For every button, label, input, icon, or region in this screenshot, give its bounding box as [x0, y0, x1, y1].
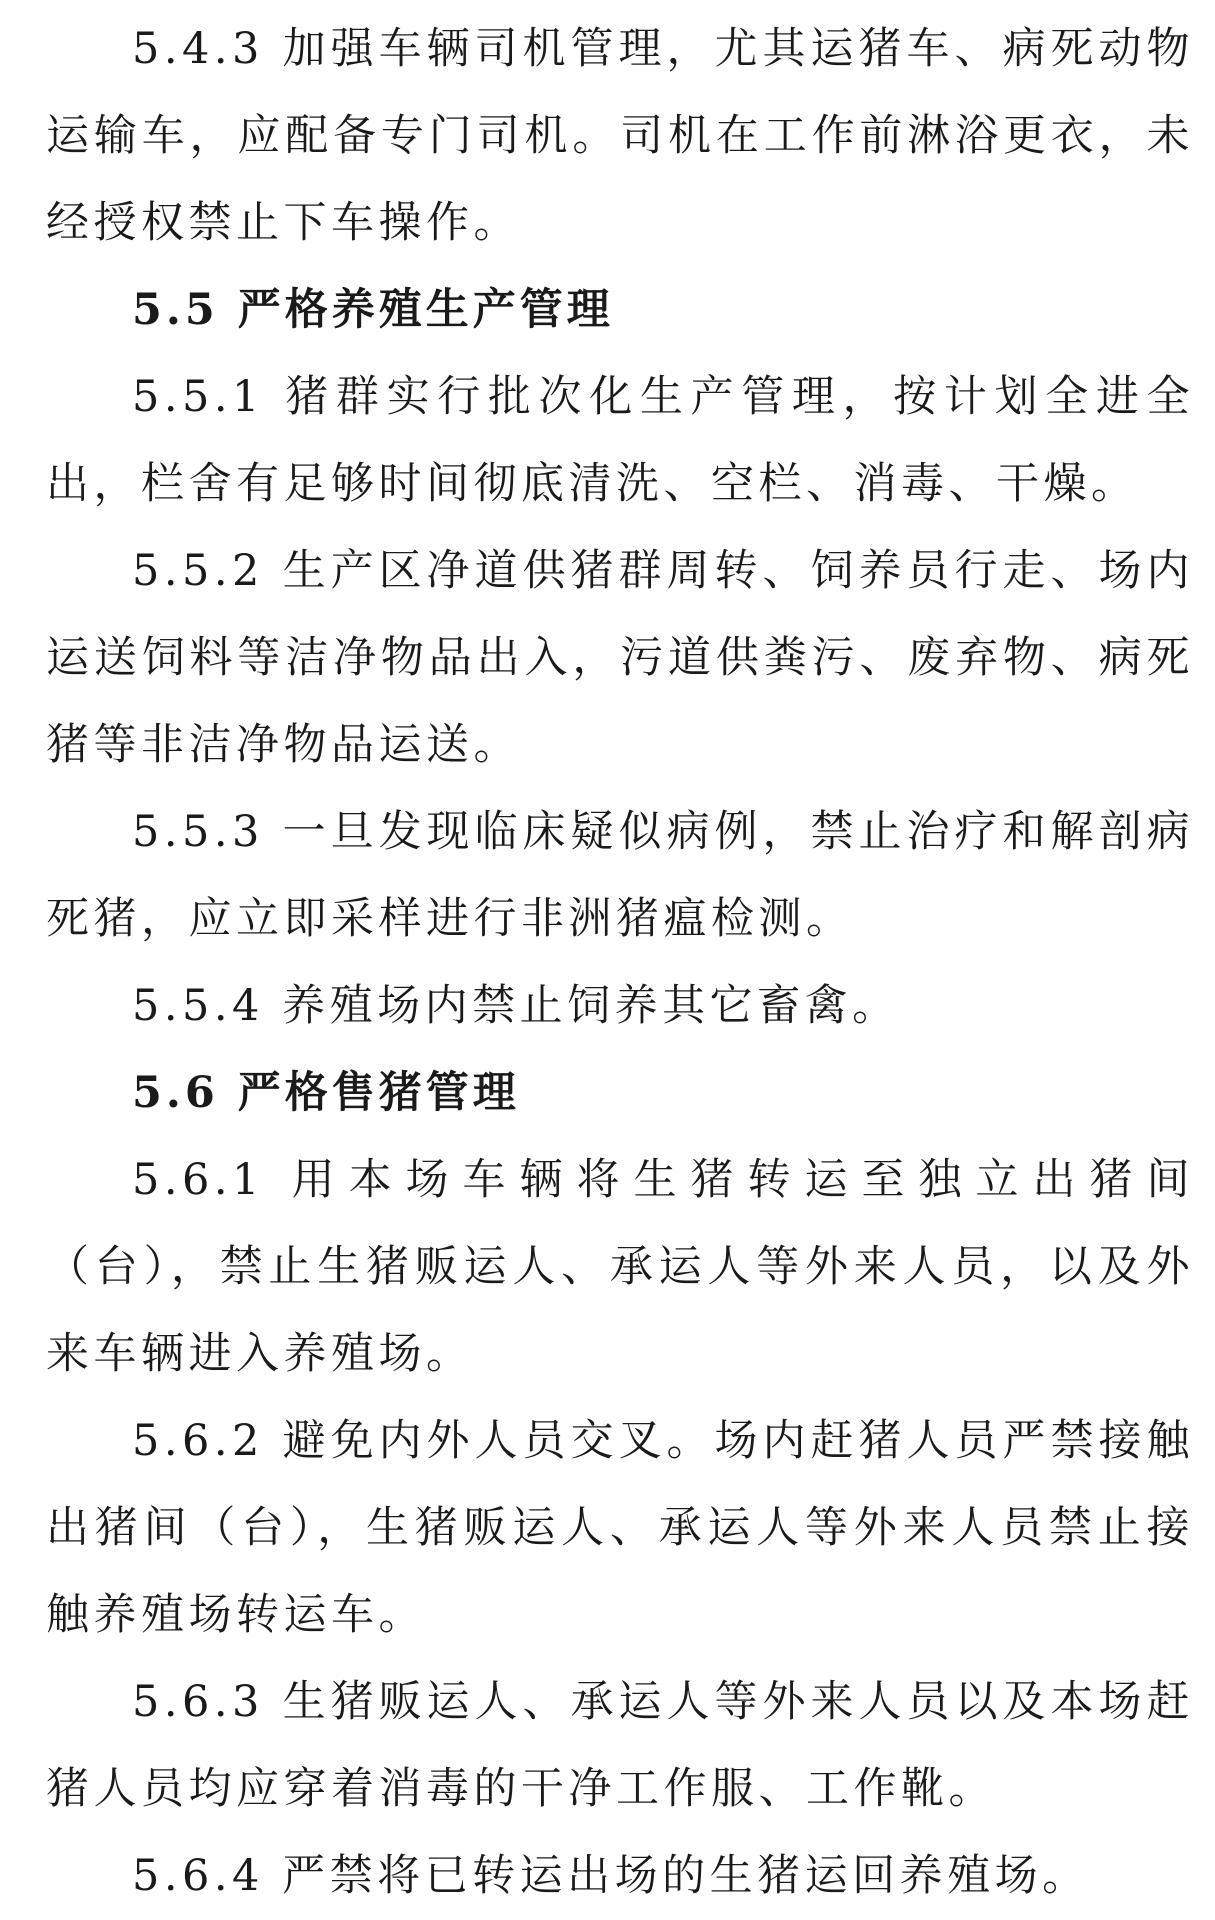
paragraph-5-6-3: 5.6.3 生猪贩运人、承运人等外来人员以及本场赶猪人员均应穿着消毒的干净工作服、工作靴。	[46, 1677, 1194, 1814]
section-heading-5-5: 5.5 严格养殖生产管理	[132, 285, 614, 335]
document-page	[46, 6, 1194, 1920]
section-heading-5-6: 5.6 严格售猪管理	[132, 1068, 520, 1118]
paragraph-5-6-1: 5.6.1 用本场车辆将生猪转运至独立出猪间（台），禁止生猪贩运人、承运人等外来人员，以及外来车辆进入养殖场。	[46, 1155, 1194, 1379]
paragraph-5-5-1: 5.5.1 猪群实行批次化生产管理，按计划全进全出，栏舍有足够时间彻底清洗、空栏、消毒、干燥。	[46, 372, 1194, 509]
paragraph-5-5-2: 5.5.2 生产区净道供猪群周转、饲养员行走、场内运送饲料等洁净物品出入，污道供粪污、废弃物、病死猪等非洁净物品运送。	[46, 546, 1194, 770]
paragraph-5-6-4: 5.6.4 严禁将已转运出场的生猪运回养殖场。	[132, 1851, 1090, 1901]
paragraph-5-6-2: 5.6.2 避免内外人员交叉。场内赶猪人员严禁接触出猪间（台），生猪贩运人、承运人等外来人员禁止接触养殖场转运车。	[46, 1416, 1194, 1640]
paragraph-5-4-3: 5.4.3 加强车辆司机管理，尤其运猪车、病死动物运输车，应配备专门司机。司机在工作前淋浴更衣，未经授权禁止下车操作。	[46, 24, 1194, 248]
paragraph-5-5-4: 5.5.4 养殖场内禁止饲养其它畜禽。	[132, 981, 900, 1031]
paragraph-5-5-3: 5.5.3 一旦发现临床疑似病例，禁止治疗和解剖病死猪，应立即采样进行非洲猪瘟检测。	[46, 807, 1194, 944]
